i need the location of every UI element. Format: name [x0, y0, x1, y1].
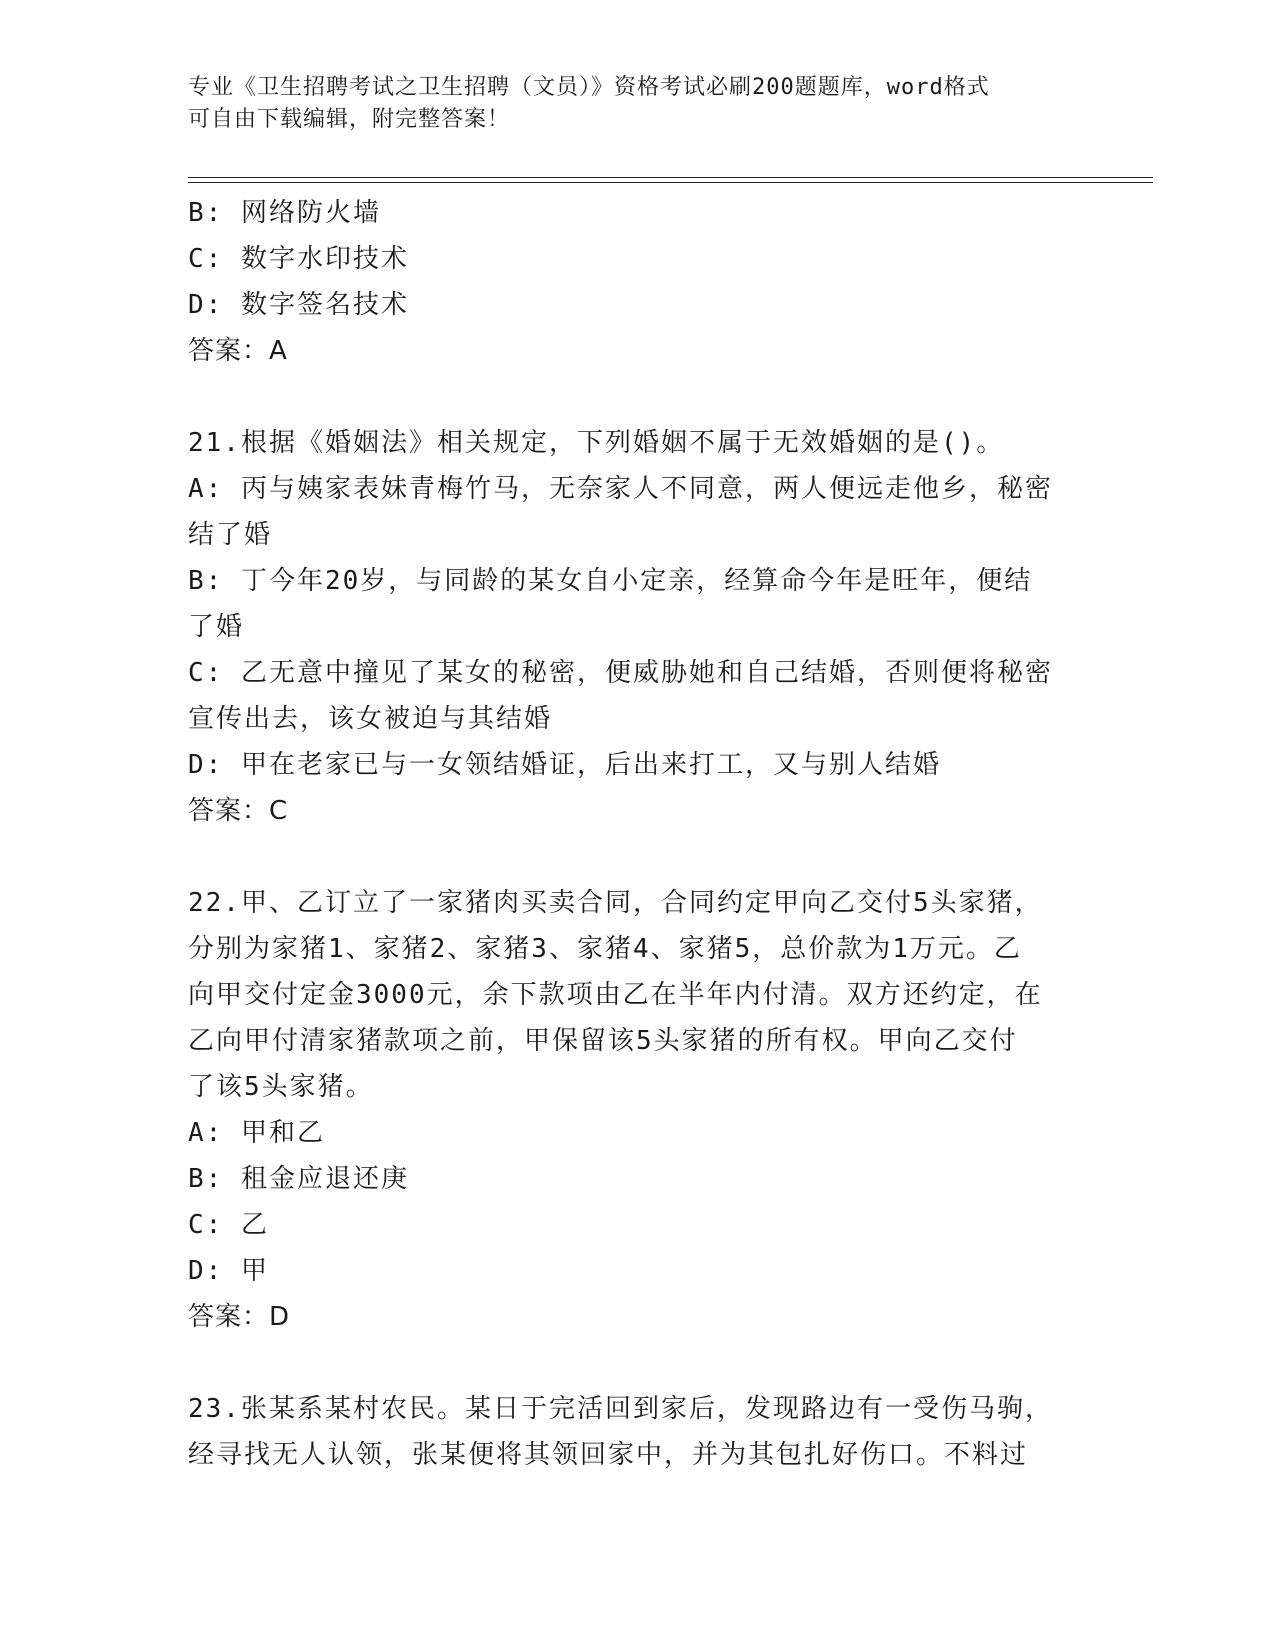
option-b: B: 租金应退还庚	[188, 1164, 409, 1194]
option-b-continued: 了婚	[188, 612, 245, 642]
answer-line: 答案：D	[188, 1302, 291, 1332]
question-21	[188, 420, 1068, 834]
question-stem-continued: 分别为家猪1、家猪2、家猪3、家猪4、家猪5，总价款为1万元。乙	[188, 934, 1022, 964]
option-a: A: 甲和乙	[188, 1118, 325, 1148]
option-c: C: 数字水印技术	[188, 244, 409, 274]
option-a-continued: 结了婚	[188, 520, 273, 550]
option-c-continued: 宣传出去，该女被迫与其结婚	[188, 704, 553, 734]
question-stem-continued: 向甲交付定金3000元，余下款项由乙在半年内付清。双方还约定，在	[188, 980, 1043, 1010]
spacer	[188, 834, 1068, 880]
question-stem-continued: 了该5头家猪。	[188, 1072, 374, 1102]
question-stem: 23.张某系某村农民。某日于完活回到家后，发现路边有一受伤马驹，	[188, 1394, 1053, 1424]
document-header	[188, 72, 1068, 136]
header-line: 专业《卫生招聘考试之卫生招聘（文员）》资格考试必刷200题题库，word格式	[188, 75, 990, 100]
option-b: B: 丁今年20岁，与同龄的某女自小定亲，经算命今年是旺年，便结	[188, 566, 1033, 596]
option-d: D: 数字签名技术	[188, 290, 409, 320]
spacer	[188, 1340, 1068, 1386]
question-22	[188, 880, 1068, 1340]
question-20-continued	[188, 190, 1068, 374]
option-d: D: 甲	[188, 1256, 269, 1286]
question-stem: 22.甲、乙订立了一家猪肉买卖合同，合同约定甲向乙交付5头家猪，	[188, 888, 1043, 918]
answer-line: 答案：C	[188, 796, 289, 826]
header-divider	[188, 177, 1153, 178]
answer-line: 答案：A	[188, 336, 288, 366]
question-stem-continued: 乙向甲付清家猪款项之前，甲保留该5头家猪的所有权。甲向乙交付	[188, 1026, 1018, 1056]
option-b: B: 网络防火墙	[188, 198, 381, 228]
option-c: C: 乙	[188, 1210, 269, 1240]
question-stem-continued: 经寻找无人认领，张某便将其领回家中，并为其包扎好伤口。不料过	[188, 1440, 1029, 1470]
question-list	[188, 190, 1068, 1478]
question-23	[188, 1386, 1068, 1478]
option-d: D: 甲在老家已与一女领结婚证，后出来打工，又与别人结婚	[188, 750, 941, 780]
header-line: 可自由下载编辑，附完整答案！	[188, 107, 511, 132]
spacer	[188, 374, 1068, 420]
header-divider	[188, 182, 1153, 183]
question-stem: 21.根据《婚姻法》相关规定，下列婚姻不属于无效婚姻的是()。	[188, 428, 1005, 458]
option-c: C: 乙无意中撞见了某女的秘密，便威胁她和自己结婚，否则便将秘密	[188, 658, 1053, 688]
option-a: A: 丙与姨家表妹青梅竹马，无奈家人不同意，两人便远走他乡，秘密	[188, 474, 1053, 504]
